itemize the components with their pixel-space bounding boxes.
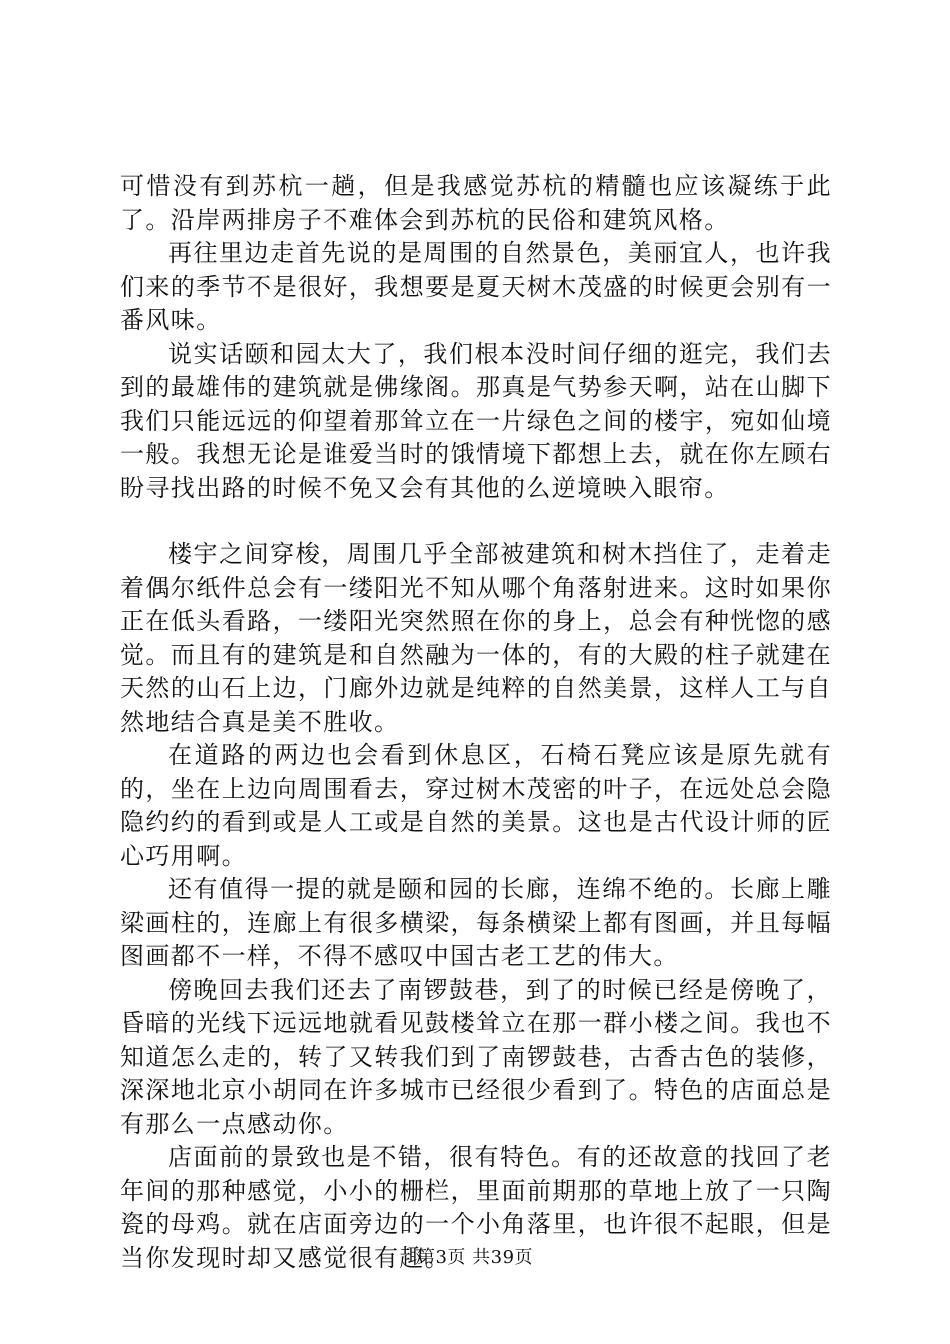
page-number: 第3页 共39页: [416, 1247, 534, 1268]
paragraph-7: 傍晚回去我们还去了南锣鼓巷，到了的时候已经是傍晚了，昏暗的光线下远远地就看见鼓楼耸立在那一群小楼之间。我也不知道怎么走的，转了又转我们到了南锣鼓巷，古香古色的装修，深深地北京小胡同在许多城市已经很少看到了。特色的店面总是有那么一点感动你。: [120, 975, 832, 1138]
paragraph-8: 店面前的景致也是不错，很有特色。有的还故意的找回了老年间的那种感觉，小小的栅栏，里面前期那的草地上放了一只陶瓷的母鸡。就在店面旁边的一个小角落里，也许很不起眼，但是当你发现时却又感觉很有趣。: [120, 1143, 832, 1272]
paragraph-2: 再往里边走首先说的是周围的自然景色，美丽宜人，也许我们来的季节不是很好，我想要是夏天树木茂盛的时候更会别有一番风味。: [120, 239, 832, 334]
paragraph-4: 楼宇之间穿梭，周围几乎全部被建筑和树木挡住了，走着走着偶尔纸件总会有一缕阳光不知从哪个角落射进来。这时如果你正在低头看路，一缕阳光突然照在你的身上，总会有种恍惚的感觉。而且有的建筑是和自然融为一体的，有的大殿的柱子就建在天然的山石上边，门廊外边就是纯粹的自然美景，这样人工与自然地结合真是美不胜收。: [120, 540, 832, 736]
paragraph-5: 在道路的两边也会看到休息区，石椅石凳应该是原先就有的，坐在上边向周围看去，穿过树木茂密的叶子，在远处总会隐隐约约的看到或是人工或是自然的美景。这也是古代设计师的匠心巧用啊。: [120, 741, 832, 870]
paragraph-1: 可惜没有到苏杭一趟，但是我感觉苏杭的精髓也应该凝练于此了。沿岸两排房子不难体会到苏杭的民俗和建筑风格。: [120, 172, 832, 234]
document-body: [120, 170, 832, 1275]
paragraph-6: 还有值得一提的就是颐和园的长廊，连绵不绝的。长廊上雕梁画柱的，连廊上有很多横梁，每条横梁上都有图画，并且每幅图画都不一样，不得不感叹中国古老工艺的伟大。: [120, 875, 832, 970]
paragraph-3: 说实话颐和园太大了，我们根本没时间仔细的逛完，我们去到的最雄伟的建筑就是佛缘阁。那真是气势参天啊，站在山脚下我们只能远远的仰望着那耸立在一片绿色之间的楼宇，宛如仙境一般。我想无论是谁爱当时的饿情境下都想上去，就在你左顾右盼寻找出路的时候不免又会有其他的么逆境映入眼帘。: [120, 339, 832, 502]
